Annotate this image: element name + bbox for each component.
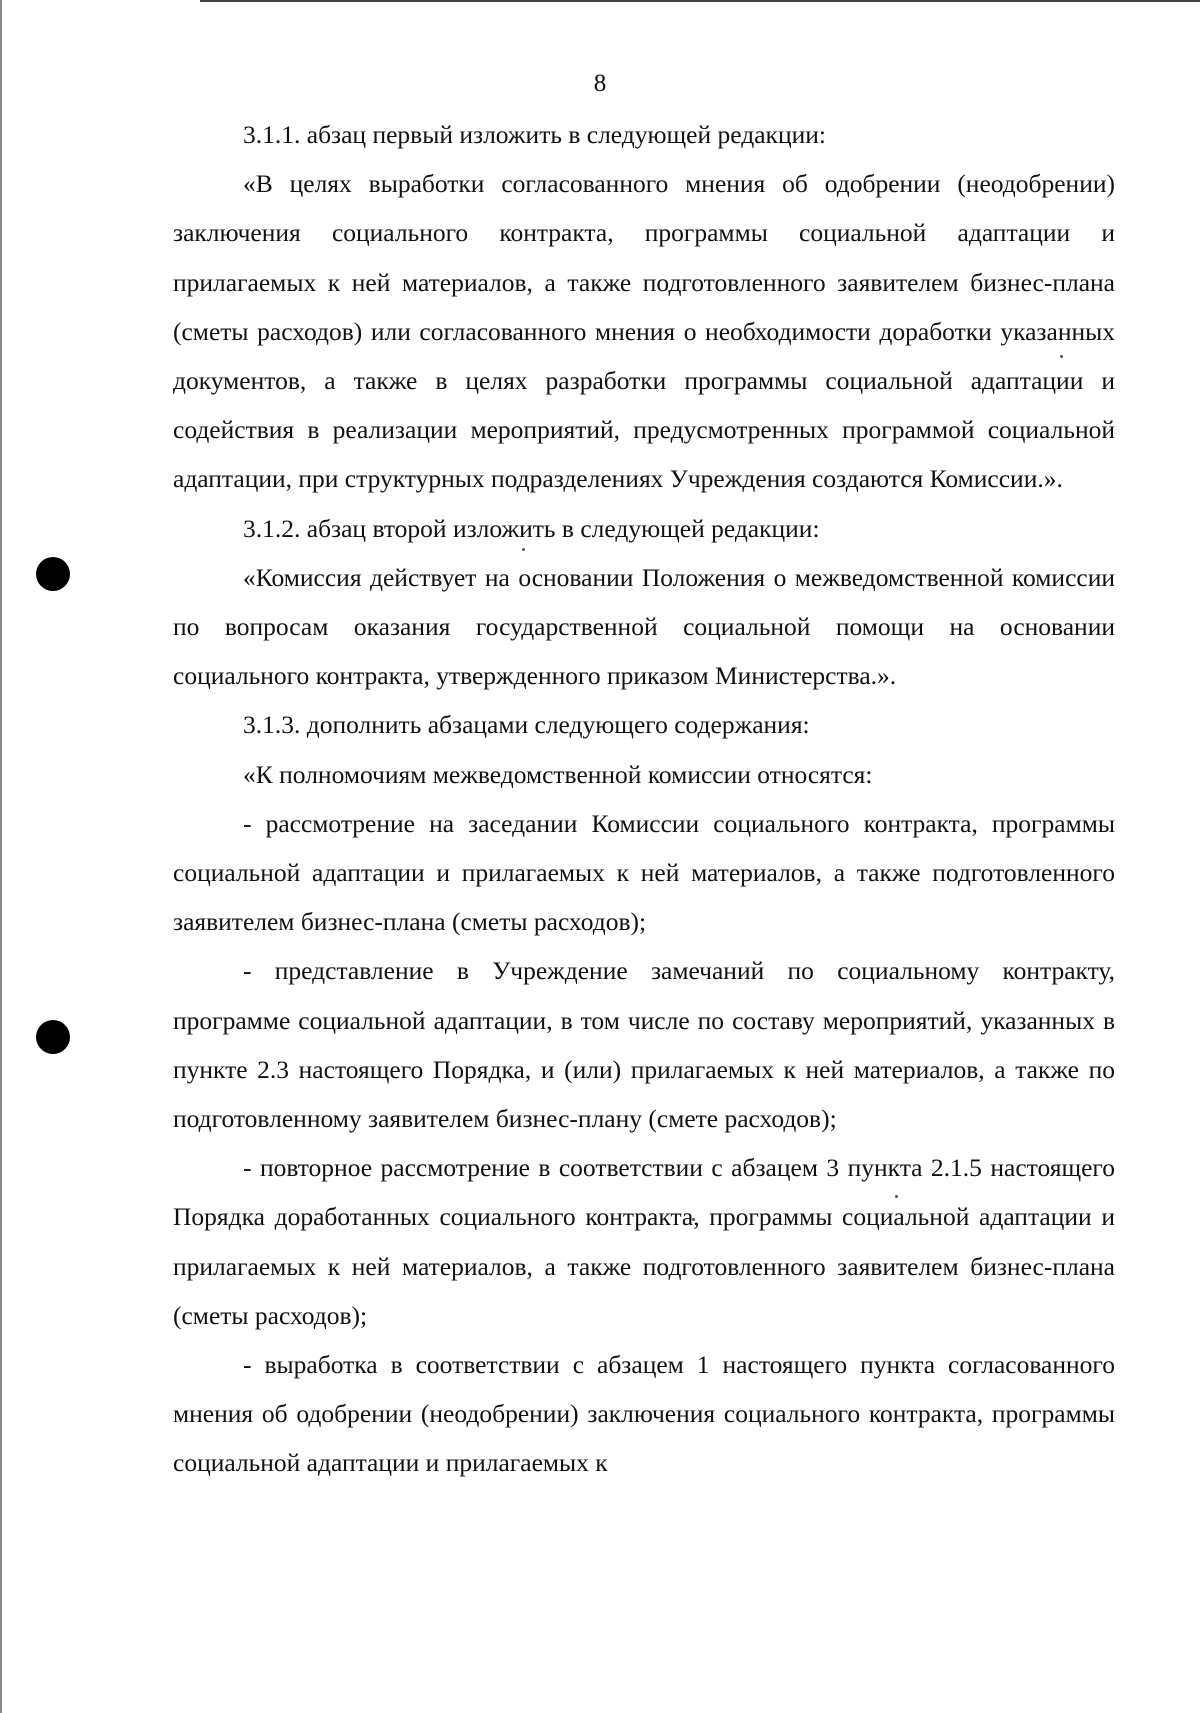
powers-intro: «К полномочиям межведомственной комиссии относятся: — [243, 759, 873, 789]
paragraph-3-1-3-heading: 3.1.3. дополнить абзацами следующего содержания: — [243, 710, 810, 740]
powers-item-opinion: - выработка в соответствии с абзацем 1 настоящего пункта согласованного мнения об одобрении (неодобрении) заключения социального контракта, программы социальной адаптации и прилагаемых к — [173, 1350, 1115, 1478]
page-number: 8 — [593, 70, 607, 97]
paragraph-3-1-2-text: «Комиссия действует на основании Положения о межведомственной комиссии по вопросам оказания государственной социальной помощи на основании социального контракта, утвержденного приказом Министерства.». — [173, 562, 1115, 691]
powers-item-remarks: - представление в Учреждение замечаний по социальному контракту, программе социальной адаптации, в том числе по составу мероприятий, указанных в пункте 2.3 настоящего Порядка, и (или) прилагаемых к ней материалов, а также по подготовленному заявителем бизнес-плану (смете расходов); — [173, 956, 1115, 1134]
powers-item-re-review: - повторное рассмотрение в соответствии с абзацем 3 пункта 2.1.5 настоящего Порядка доработанных социального контракта, программы социальной адаптации и прилагаемых к ней материалов, а также подготовленного заявителем бизнес-плана (сметы расходов); — [173, 1153, 1115, 1330]
punch-hole-upper — [36, 557, 70, 591]
paragraph-3-1-2-heading: 3.1.2. абзац второй изложить в следующей редакции: — [243, 513, 820, 543]
document-body — [173, 110, 1115, 1488]
punch-hole-lower — [36, 1020, 70, 1054]
scan-left-edge — [0, 0, 2, 1713]
paragraph-3-1-1-heading: 3.1.1. абзац первый изложить в следующей редакции: — [243, 120, 826, 149]
paragraph-3-1-1-text: «В целях выработки согласованного мнения об одобрении (неодобрении) заключения социального контракта, программы социальной адаптации и прилагаемых к ней материалов, а также подготовленного заявителем бизнес-плана (сметы расходов) или согласованного мнения о необходимости доработки указанных документов, а также в целях разработки программы социальной адаптации и содействия в реализации мероприятий, предусмотренных программой социальной адаптации, при структурных подразделениях Учреждения создаются Комиссии.». — [173, 169, 1115, 494]
scan-top-edge — [200, 0, 1200, 2]
powers-item-review: - рассмотрение на заседании Комиссии социального контракта, программы социальной адаптации и прилагаемых к ней материалов, а также подготовленного заявителем бизнес-плана (сметы расходов); — [173, 808, 1115, 937]
